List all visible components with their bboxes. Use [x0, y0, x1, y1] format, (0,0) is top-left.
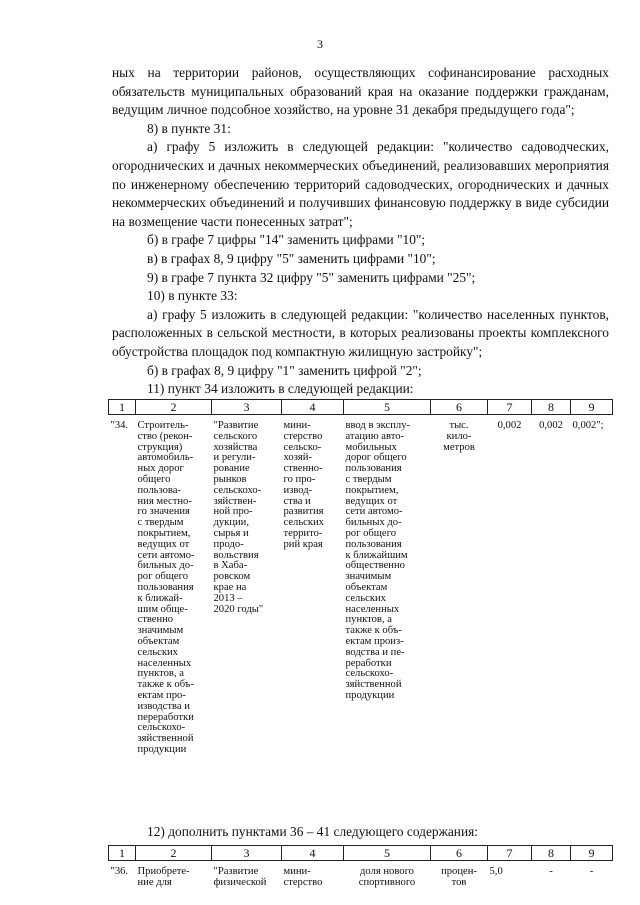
paragraph-item-8a: а) графу 5 изложить в следующей редакции: "количество садоводческих, огороднических и дачных некоммерческих объединений, реализовавших мероприятия по инженерному обеспечению территорий садоводческих, огороднических и дачных некоммерческих объединений и получивших финансовую поддержку в виде субсидии на возмещение части понесенных затрат"; [112, 139, 609, 229]
table-cell: Строитель- ство (рекон- струкция) автомобиль- ных дорог общего пользова- ния местно- го значения с твердым покрытием, ведущих от сети автомо- бильных до- рог общего пользования к ближай- шим обще- ственно значимым объектам сельских населенных пунктов, а также к объ- ектам про- изводства и переработки сельскохо- зяйственной продукции [137, 420, 195, 755]
table-cell: "34. [110, 420, 129, 431]
column-header: 1 [109, 846, 136, 861]
column-header: 9 [571, 846, 613, 861]
paragraph-item-8c: в) в графах 8, 9 цифру "5" заменить цифрами "10"; [147, 250, 436, 266]
paragraph-item-10b: б) в графах 8, 9 цифру "1" заменить цифрой "2"; [147, 362, 422, 378]
paragraph-item-9: 9) в графе 7 пункта 32 цифру "5" заменить цифрами "25"; [147, 269, 476, 285]
column-header: 9 [571, 400, 613, 415]
column-header: 4 [282, 400, 344, 415]
column-header: 1 [109, 400, 136, 415]
paragraph-item-11: 11) пункт 34 изложить в следующей редакции: [147, 381, 414, 397]
column-header: 8 [532, 400, 571, 415]
column-header: 6 [431, 400, 488, 415]
table-cell: мини- стерство [283, 866, 323, 888]
column-header: 3 [212, 846, 282, 861]
column-header: 6 [431, 846, 488, 861]
paragraph-item-8: 8) в пункте 31: [147, 120, 231, 136]
table-header-row [109, 400, 613, 415]
table-cell: мини- стерство сельско- хозяй- ственно- го про- извод- ства и развития сельских террито- рий края [283, 420, 324, 550]
table-items-36-41 [108, 845, 613, 889]
paragraph-item-12: 12) дополнить пунктами 36 – 41 следующего содержания: [147, 824, 479, 839]
column-header: 5 [344, 400, 431, 415]
table-cell: "Развитие сельского хозяйства и регули- рование рынков сельскохо- зяйствен- ной про- дукции, сырья и продо- вольствия в Хаба- ровском крае на 2013 – 2020 годы" [213, 420, 264, 615]
table-cell: - [549, 866, 553, 877]
table-cell: 5,0 [489, 866, 503, 877]
table-row [109, 415, 613, 756]
column-header: 5 [344, 846, 431, 861]
table-cell: тыс. кило- метров [443, 420, 475, 453]
column-header: 2 [136, 400, 212, 415]
table-cell: - [589, 866, 594, 877]
column-header: 3 [212, 400, 282, 415]
table-cell: 0,002"; [572, 420, 604, 431]
amendment-text [112, 64, 609, 399]
column-header: 7 [488, 400, 532, 415]
table-header-row [109, 846, 613, 861]
column-header: 8 [532, 846, 571, 861]
table-cell: ввод в эксплу- атацию авто- мобильных дорог общего пользования с твердым покрытием, ведущих от сети автомо- бильных до- рог общего пользования к ближайшим общественно значимым объектам сельских населенных пунктов, а также к объ- ектам произ- водства и пе- реработки сельскохо- зяйственной продукции [345, 420, 411, 701]
table-row [109, 861, 613, 889]
column-header: 2 [136, 846, 212, 861]
paragraph-continuation: ных на территории районов, осуществляющих софинансирование расходных обязательств муниципальных образований края на оказание поддержки гражданам, ведущим личное подсобное хозяйство, на уровне 31 декабря предыдущего года"; [112, 65, 609, 118]
table-item-34 [108, 399, 613, 756]
page-number: 3 [317, 37, 323, 51]
table-cell: процен- тов [441, 866, 477, 888]
paragraph-item-10: 10) в пункте 33: [147, 288, 238, 304]
paragraph-item-8b: б) в графе 7 цифры "14" заменить цифрами "10"; [147, 232, 426, 248]
table-cell: "Развитие физической [213, 866, 267, 888]
table-cell: Приобрете- ние для [137, 866, 190, 888]
column-header: 7 [488, 846, 532, 861]
table-cell: доля нового спортивного [358, 866, 416, 888]
table-cell: 0,002 [497, 420, 522, 431]
paragraph-item-10a: а) графу 5 изложить в следующей редакции: "количество населенных пунктов, расположенных в сельской местности, в которых реализованы проекты комплексного обустройства площадок под компактную жилищную застройку"; [112, 306, 609, 359]
table-cell: "36. [110, 866, 129, 877]
table-cell: 0,002 [539, 420, 563, 431]
column-header: 4 [282, 846, 344, 861]
